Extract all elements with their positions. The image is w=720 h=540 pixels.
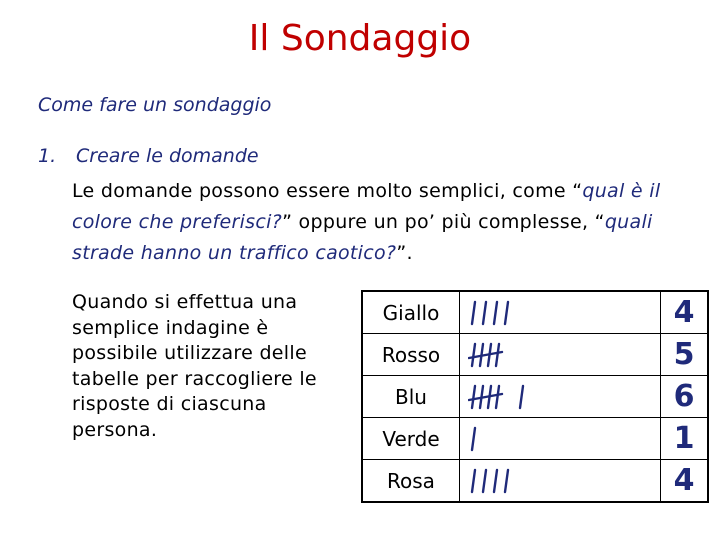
tally-stroke <box>483 302 486 324</box>
paragraph-text-2: ” oppure un po’ più complesse, “ <box>282 211 605 233</box>
tally-stroke <box>472 302 475 324</box>
count-cell: 6 <box>661 376 709 418</box>
tally-marks <box>468 299 522 327</box>
tally-stroke <box>472 428 475 450</box>
step-item <box>38 145 259 167</box>
tally-marks-cell <box>460 376 661 418</box>
count-cell: 5 <box>661 334 709 376</box>
intro-paragraph <box>72 176 682 269</box>
section-subtitle: Come fare un sondaggio <box>38 94 272 116</box>
paragraph-text-1: Le domande possono essere molto semplici, come “ <box>72 180 583 202</box>
paragraph-quote-1: qual è il colore che preferisci? <box>72 180 661 233</box>
tally-stroke <box>472 386 475 408</box>
tally-marks-cell <box>460 334 661 376</box>
tally-stroke <box>472 470 475 492</box>
tally-marks-cell <box>460 460 661 503</box>
tally-stroke <box>505 470 508 492</box>
tally-marks <box>468 425 489 453</box>
tally-marks <box>468 467 522 495</box>
count-cell: 4 <box>661 291 709 334</box>
tally-marks <box>468 383 537 411</box>
count-cell: 4 <box>661 460 709 503</box>
page-title: Il Sondaggio <box>248 18 472 59</box>
table-row <box>362 291 708 334</box>
side-paragraph: Quando si effettua una semplice indagine è possibile utilizzare delle tabelle per raccogliere le risposte di ciascuna persona. <box>72 291 317 441</box>
tally-marks-cell <box>460 291 661 334</box>
color-name-cell: Giallo <box>362 291 460 334</box>
tally-stroke <box>496 344 499 366</box>
table-row <box>362 376 708 418</box>
paragraph-text-3: ”. <box>396 242 413 264</box>
table-row <box>362 418 708 460</box>
table-row <box>362 460 708 503</box>
table-row <box>362 334 708 376</box>
color-name-cell: Verde <box>362 418 460 460</box>
tally-marks <box>468 341 526 369</box>
color-name-cell: Rosa <box>362 460 460 503</box>
color-name-cell: Rosso <box>362 334 460 376</box>
tally-stroke <box>472 344 475 366</box>
tally-stroke <box>520 386 523 408</box>
paragraph-quote-2: quali strade hanno un traffico caotico? <box>72 211 653 264</box>
tally-stroke <box>483 470 486 492</box>
tally-stroke <box>496 386 499 408</box>
step-number: 1. <box>38 145 57 167</box>
step-label: Creare le domande <box>76 145 259 167</box>
color-name-cell: Blu <box>362 376 460 418</box>
tally-stroke <box>494 470 497 492</box>
tally-stroke <box>505 302 508 324</box>
tally-marks-cell <box>460 418 661 460</box>
tally-stroke <box>494 302 497 324</box>
tally-table <box>361 290 709 503</box>
count-cell: 1 <box>661 418 709 460</box>
